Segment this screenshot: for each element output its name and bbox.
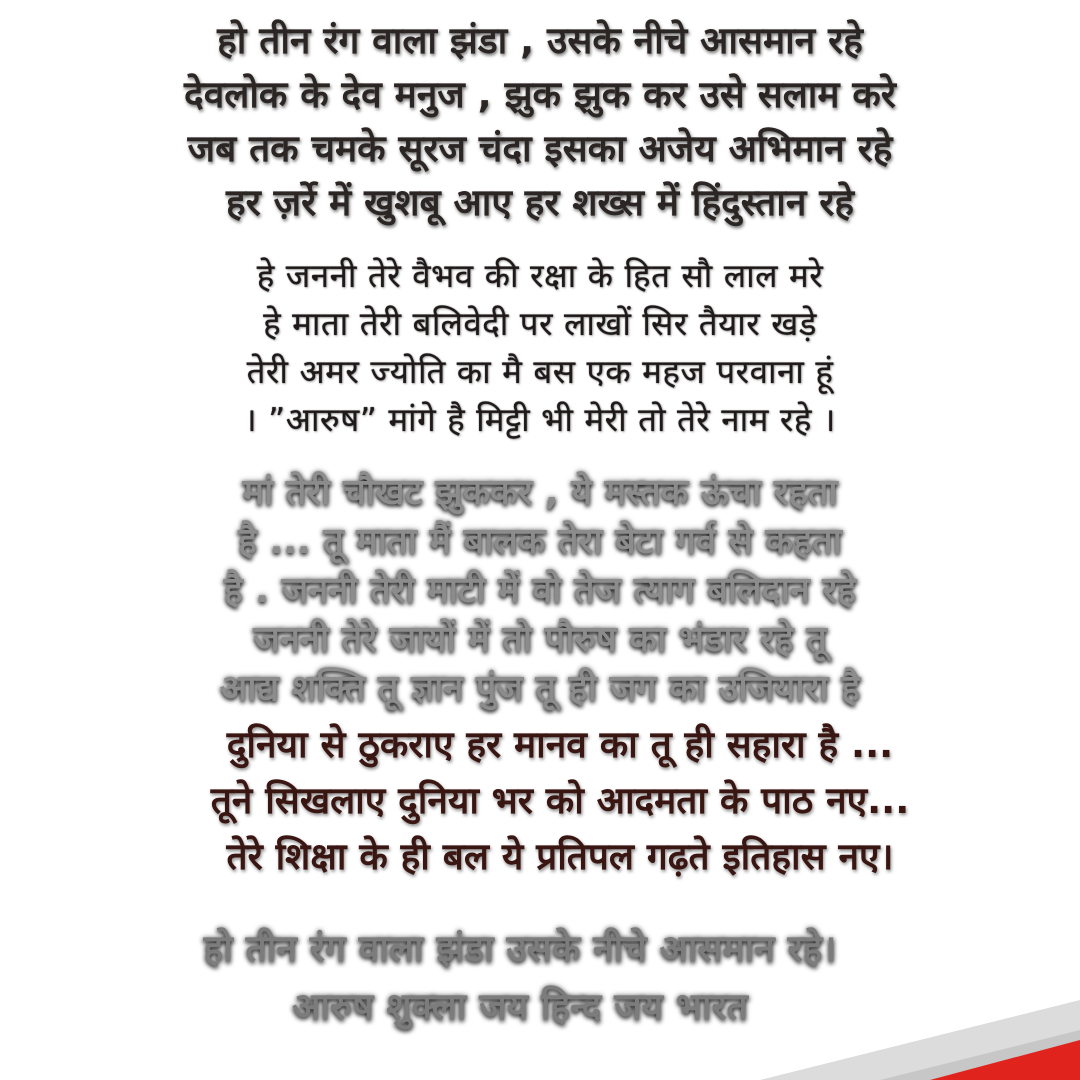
- stanza-2: [0, 252, 1080, 444]
- stanza-1-line: जब तक चमके सूरज चंदा इसका अजेय अभिमान रहे: [187, 127, 893, 170]
- stanza-5: [0, 920, 1080, 1036]
- stanza-1-line: देवलोक के देव मनुज , झुक झुक कर उसे सलाम करे: [184, 73, 896, 116]
- stanza-4-line: तेरे शिक्षा के ही बल ये प्रतिपल गढ़ते इतिहास नए।: [226, 835, 894, 878]
- stanza-4-line: तूने सिखलाए दुनिया भर को आदमता के पाठ नए...: [210, 779, 910, 822]
- closing-line: हो तीन रंग वाला झंडा उसके नीचे आसमान रहे।: [203, 927, 837, 970]
- author-signature: आरुष शुक्ला जय हिन्द जय भारत: [292, 985, 748, 1028]
- stanza-2-line: हे जननी तेरे वैभव की रक्षा के हित सौ लाल मरे: [256, 256, 824, 295]
- stanza-4-line: दुनिया से ठुकराए हर मानव का तू ही सहारा है ...: [226, 723, 894, 766]
- stanza-3-line: है ... तू माता मैं बालक तेरा बेटा गर्व से कहता: [238, 521, 842, 562]
- stanza-2-line: तेरी अमर ज्योति का मै बस एक महज परवाना हूं: [246, 352, 834, 391]
- stanza-3-line: जननी तेरे जायों में तो पौरुष का भंडार रहे तू: [253, 619, 827, 660]
- stanza-2-line: हे माता तेरी बलिवेदी पर लाखों सिर तैयार खड़े: [263, 304, 817, 343]
- stanza-4: [0, 717, 1080, 885]
- stanza-3-line: आद्य शक्ति तू ज्ञान पुंज तू ही जग का उजियारा है: [219, 668, 861, 709]
- stanza-1-line: हर ज़र्रे में खुशबू आए हर शख्स में हिंदुस्तान रहे: [225, 181, 855, 224]
- stanza-2-line: । ”आरुष” मांगे है मिट्टी भी मेरी तो तेरे नाम रहे ।: [244, 400, 836, 439]
- stanza-3-line: है . जननी तेरी माटी में वो तेज त्याग बलिदान रहे: [223, 570, 857, 611]
- stanza-3: [0, 468, 1080, 713]
- stanza-1-line: हो तीन रंग वाला झंडा , उसके नीचे आसमान रहे: [217, 19, 863, 62]
- stanza-1: [0, 14, 1080, 230]
- stanza-3-line: मां तेरी चौखट झुककर , ये मस्तक ऊंचा रहता: [242, 472, 838, 513]
